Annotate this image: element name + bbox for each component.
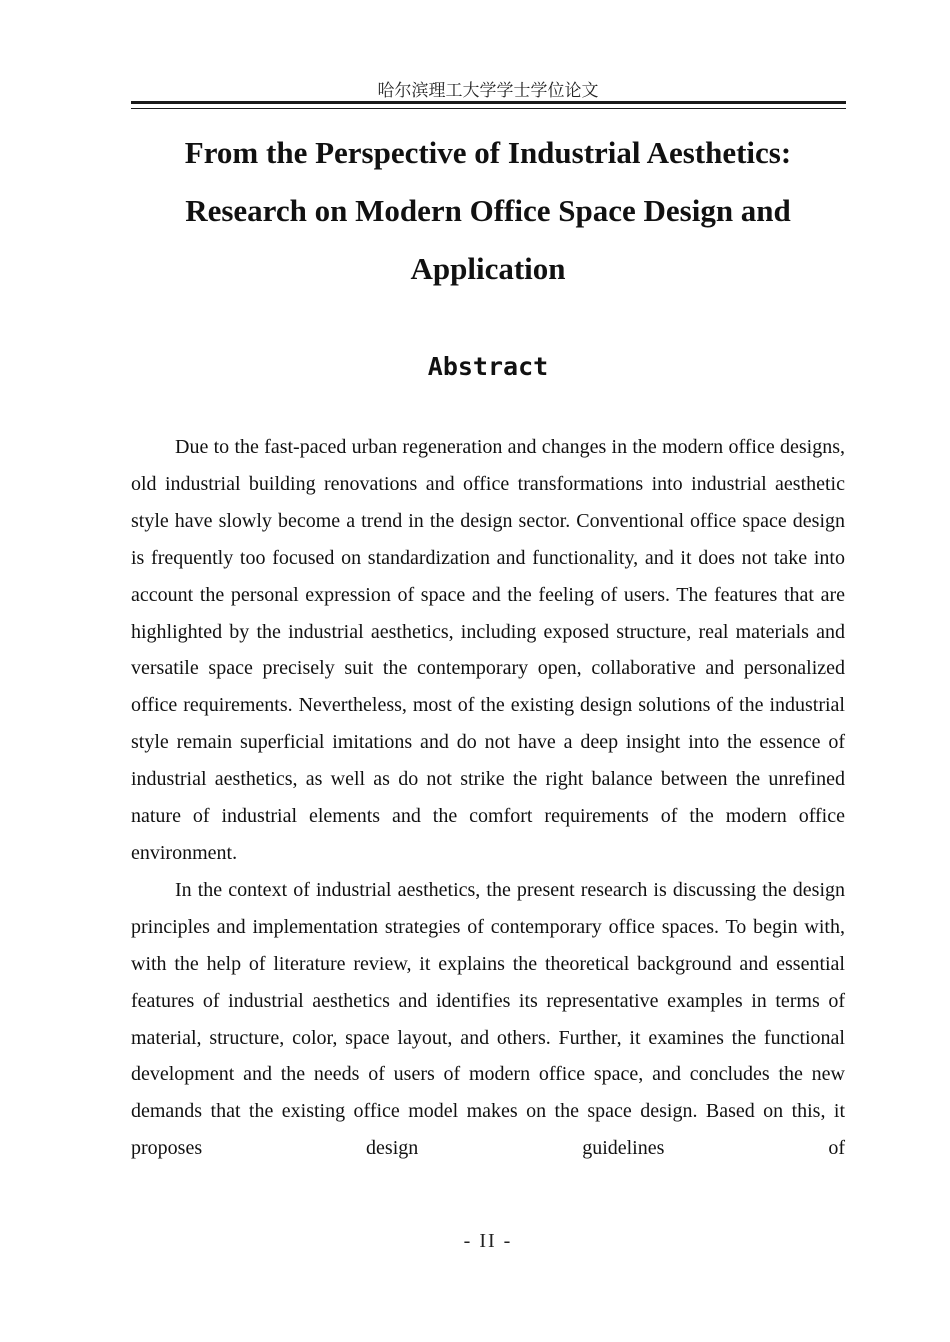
title-line-1: From the Perspective of Industrial Aesthetics: bbox=[184, 135, 792, 170]
title-line-3: Application bbox=[410, 251, 566, 286]
thesis-title bbox=[131, 124, 845, 298]
header-rule bbox=[131, 101, 846, 109]
title-line-2: Research on Modern Office Space Design and bbox=[185, 193, 791, 228]
abstract-paragraph-1: Due to the fast-paced urban regeneration and changes in the modern office designs, old industrial building renovations and office transformations into industrial aesthetic style have slowly become a trend in the design sector. Conventional office space design is frequently too focused on standardization and functionality, and it does not take into account the personal expression of space and the feeling of users. The features that are highlighted by the industrial aesthetics, including exposed structure, real materials and versatile space precisely suit the contemporary open, collaborative and personalized office requirements. Nevertheless, most of the existing design solutions of the industrial style remain superficial imitations and do not have a deep insight into the essence of industrial aesthetics, as well as do not strike the right balance between the unrefined nature of industrial elements and the comfort requirements of the modern office environment. bbox=[131, 436, 845, 864]
page-number: - II - bbox=[463, 1230, 513, 1252]
abstract-heading: Abstract bbox=[427, 352, 549, 381]
abstract-body bbox=[131, 429, 845, 1167]
running-header: 哈尔滨理工大学学士学位论文 bbox=[377, 81, 599, 101]
abstract-paragraph-2: In the context of industrial aesthetics, the present research is discussing the design principles and implementation strategies of contemporary office spaces. To begin with, with the help of literature review, it explains the theoretical background and essential features of industrial aesthetics and identifies its representative examples in terms of material, structure, color, space layout, and others. Further, it examines the functional development and the needs of users of modern office space, and concludes the new demands that the existing office model makes on the space design. Based on this, it proposes design guidelines of bbox=[131, 878, 845, 1160]
